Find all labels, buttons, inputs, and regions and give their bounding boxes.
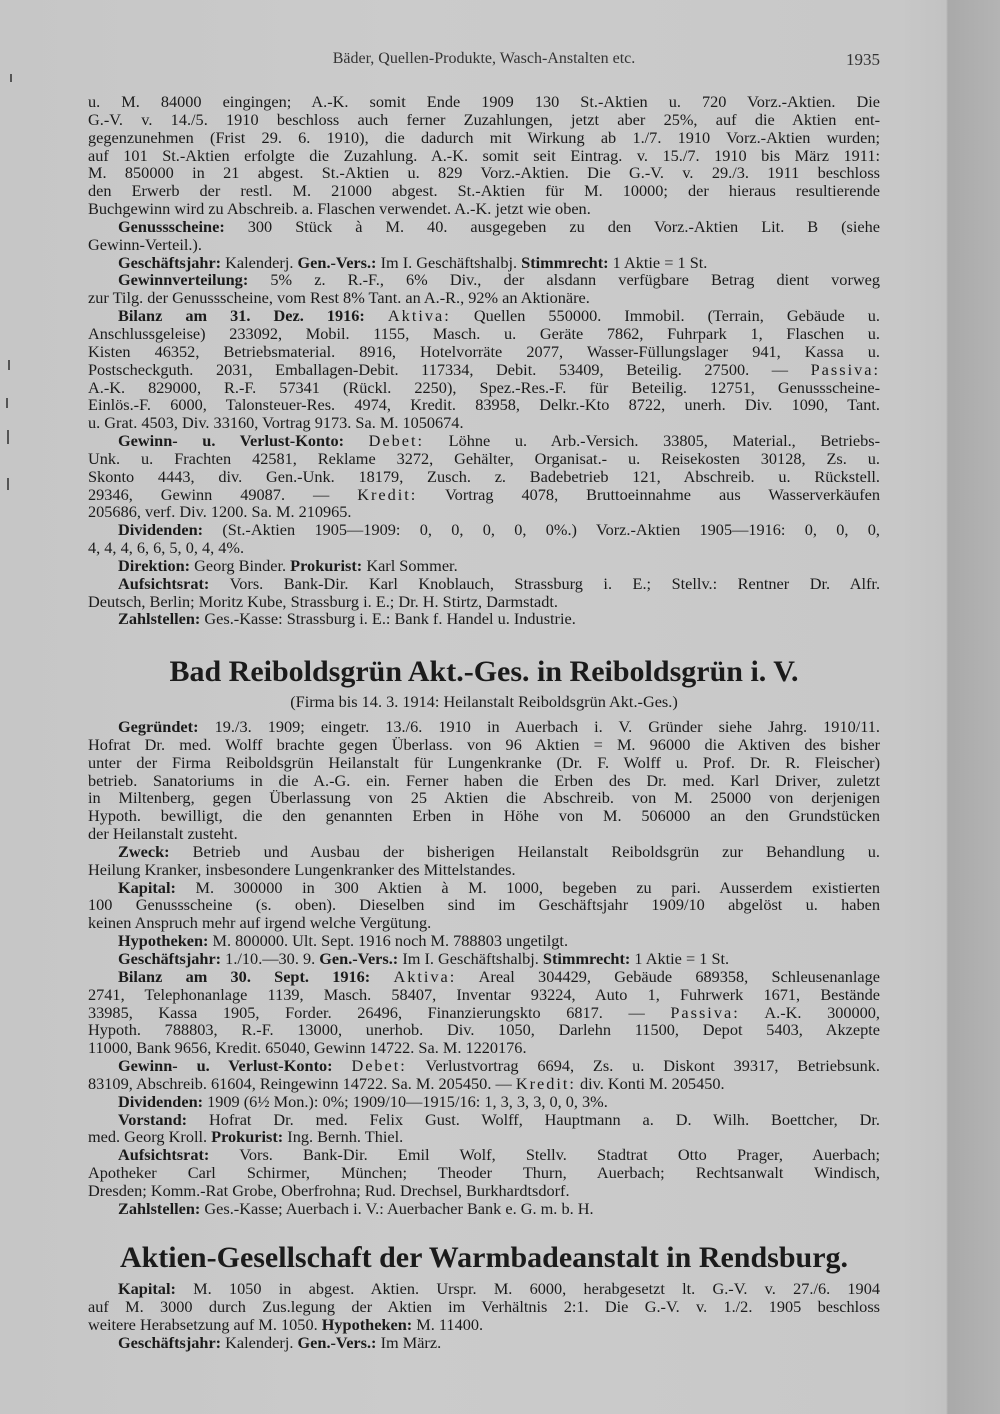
text-run: zur Tilg. der Genussscheine, vom Rest 8% Tant. an A.-R., 92% an Aktionäre.	[88, 288, 590, 308]
text-line	[88, 914, 880, 932]
text-line	[88, 736, 880, 754]
field-label: Genussscheine:	[118, 216, 225, 236]
paragraph	[88, 968, 880, 1057]
text-run: Kisten 46352, Betriebsmaterial. 8916, Hotelvorräte 2077, Wasser-Füllungslager 941, Kassa u.	[88, 341, 880, 361]
text-run: 100 Genussscheine (s. oben). Dieselben sind im Geschäftsjahr 1909/10 abgelöst u. haben	[88, 895, 880, 915]
text-line	[88, 557, 880, 575]
text-run: u. M. 84000 eingingen; A.-K. somit Ende 1909 130 St.-Aktien u. 720 Vorz.-Aktien. Die	[88, 92, 880, 111]
text-run: 1 Aktie = 1 St.	[612, 252, 708, 272]
field-label: Bilanz am 31. Dez. 1916:	[118, 306, 365, 326]
text-line	[88, 93, 880, 111]
paragraph	[88, 521, 880, 557]
paragraph	[88, 218, 880, 254]
text-line	[88, 896, 880, 914]
paragraph	[88, 1093, 880, 1111]
text-run: Vortrag 4078, Bruttoeinnahme aus Wasserverkäufen	[445, 484, 881, 504]
text-run: Deutsch, Berlin; Moritz Kube, Strassburg i. E.; Dr. H. Stirtz, Darmstadt.	[88, 591, 558, 611]
text-run: Ges.-Kasse; Auerbach i. V.: Auerbacher Bank e. G. m. b. H.	[204, 1198, 594, 1218]
text-run: Postscheckguth. 2031, Emballagen-Debit. 117334, Debit. 53409, Beteilig. 27500. —	[88, 359, 811, 379]
text-run: Georg Binder.	[194, 555, 291, 575]
text-run: med. Georg Kroll.	[88, 1127, 212, 1147]
text-run: 29346, Gewinn 49087. —	[88, 484, 358, 504]
text-line	[88, 879, 880, 897]
paragraph	[88, 1146, 880, 1200]
section-title-warmbadeanstalt-rendsburg: Aktien-Gesellschaft der Warmbadeanstalt in Rendsburg.	[119, 1241, 849, 1274]
text-run: Ing. Bernh. Thiel.	[287, 1127, 404, 1147]
text-run: Kalenderj.	[225, 1332, 298, 1352]
text-run: 11000, Bank 9656, Kredit. 65040, Gewinn 14722. Sa. M. 1220176.	[88, 1038, 527, 1058]
text-line	[88, 593, 880, 611]
text-line	[88, 361, 880, 379]
text-line	[88, 521, 880, 539]
paragraph	[88, 843, 880, 879]
text-run: M. 11400.	[416, 1314, 484, 1334]
text-run: auf 101 St.-Aktien erfolgte die Zuzahlung. A.-K. somit seit Eintrag. v. 15./7. 1910 bis März 1911:	[88, 145, 880, 165]
section-continuation	[88, 93, 880, 628]
text-line	[88, 111, 880, 129]
text-run: (St.-Aktien 1905—1909: 0, 0, 0, 0, 0%.) Vorz.-Aktien 1905—1916: 0, 0, 0,	[222, 520, 880, 540]
paragraph	[88, 718, 880, 843]
section-warmbadeanstalt-rendsburg	[88, 1280, 880, 1351]
text-line	[88, 1057, 880, 1075]
text-line	[88, 1039, 880, 1057]
field-label: Stimmrecht:	[521, 252, 609, 272]
text-line	[88, 271, 880, 289]
text-run: G.-V. v. 14./5. 1910 beschloss auch ferner Zuzahlungen, jetzt aber 25%, auf die Aktien ent-	[88, 109, 880, 129]
paragraph	[88, 557, 880, 575]
text-run: 1 Aktie = 1 St.	[634, 948, 730, 968]
text-line	[88, 789, 880, 807]
field-label: Dividenden:	[118, 520, 204, 540]
text-run: Unk. u. Frachten 42581, Reklame 3272, Gehälter, Organisat.- u. Reisekosten 30128, Zs. u.	[88, 448, 880, 468]
field-label: Prokurist:	[211, 1127, 284, 1147]
spaced-label: Passiva:	[670, 1002, 740, 1022]
text-line	[88, 950, 880, 968]
text-run: 1./10.—30. 9.	[225, 948, 320, 968]
text-run: 5% z. R.-F., 6% Div., der alsdann verfügbare Betrag dient vorweg	[270, 270, 880, 290]
text-line	[88, 450, 880, 468]
section-bad-reiboldsgruen	[88, 718, 880, 1218]
text-run: 4, 4, 4, 6, 6, 5, 0, 4, 4%.	[88, 538, 245, 558]
paragraph	[88, 93, 880, 218]
spaced-label: Passiva:	[810, 359, 880, 379]
text-run: Kalenderj.	[225, 252, 298, 272]
text-line	[88, 1075, 880, 1093]
text-run: u. Grat. 4503, Div. 33160, Vortrag 9173. Sa. M. 1050674.	[88, 413, 464, 433]
text-run: Apotheker Carl Schirmer, München; Theoder Thurn, Auerbach; Rechtsanwalt Windisch,	[88, 1163, 880, 1183]
text-line	[88, 718, 880, 736]
paragraph	[88, 610, 880, 628]
paragraph	[88, 271, 880, 307]
text-line	[88, 289, 880, 307]
text-line	[88, 843, 880, 861]
text-line	[88, 968, 880, 986]
text-run: Löhne u. Arb.-Versich. 33805, Material., Betriebs-	[448, 431, 881, 451]
text-run: Im I. Geschäftshalbj.	[402, 948, 543, 968]
margin-mark	[6, 398, 8, 408]
text-run: 33985, Kassa 1905, Forder. 26496, Finanzierungskto 6817. —	[88, 1002, 671, 1022]
text-line	[88, 236, 880, 254]
text-line	[88, 1111, 880, 1129]
text-run: Vors. Bank-Dir. Karl Knoblauch, Strassburg i. E.; Stellv.: Rentner Dr. Alfr.	[229, 573, 881, 593]
text-line	[88, 379, 880, 397]
text-run: Verlustvortrag 6694, Zs. u. Diskont 39317, Betriebsunk.	[425, 1056, 880, 1076]
spaced-label: Debet:	[351, 1056, 407, 1076]
field-label: Kapital:	[118, 877, 176, 897]
field-label: Zahlstellen:	[118, 1198, 201, 1218]
field-label: Hypotheken:	[321, 1314, 413, 1334]
text-run: A.-K. 300000,	[764, 1002, 881, 1022]
field-label: Aufsichtsrat:	[118, 1145, 210, 1165]
text-line	[88, 1093, 880, 1111]
text-run: Hypoth. 788803, R.-F. 13000, unerhob. Div. 1050, Darlehn 11500, Depot 5403, Akzepte	[88, 1020, 880, 1040]
paragraph	[88, 1111, 880, 1147]
text-line	[88, 254, 880, 272]
spaced-label: Aktiva:	[387, 306, 451, 326]
field-label: Direktion:	[118, 555, 191, 575]
paragraph	[88, 575, 880, 611]
text-line	[88, 986, 880, 1004]
text-run: Hofrat Dr. med. Wolff brachte gegen Überlass. von 96 Aktien = M. 96000 die Aktiven des bisher	[88, 734, 880, 754]
text-run: Quellen 550000. Immobil. (Terrain, Gebäude u.	[473, 306, 881, 326]
field-label: Gen.-Vers.:	[297, 1332, 377, 1352]
text-run: 19./3. 1909; eingetr. 13./6. 1910 in Auerbach i. V. Gründer siehe Jahrg. 1910/11.	[214, 717, 880, 736]
text-run: betrieb. Sanatoriums in die A.-G. ein. Ferner haben die Erben des Dr. med. Karl Driver, zuletzt	[88, 770, 880, 790]
field-label: Gen.-Vers.:	[319, 948, 399, 968]
paragraph	[88, 1334, 880, 1352]
paragraph	[88, 432, 880, 521]
running-header-title: Bäder, Quellen-Produkte, Wasch-Anstalten etc.	[332, 50, 636, 67]
paragraph	[88, 1057, 880, 1093]
text-run: Hypoth. bewilligt, die den genannten Erben in Höhe von M. 506000 an den Grundstücken	[88, 806, 880, 826]
paragraph	[88, 307, 880, 432]
text-run: div. Konti M. 205450.	[580, 1073, 725, 1093]
text-line	[88, 825, 880, 843]
text-run: Dresden; Komm.-Rat Grobe, Oberfrohna; Rud. Drechsel, Burkhardtsdorf.	[88, 1180, 570, 1200]
text-run: unter der Firma Reiboldsgrün Heilanstalt für Lungenkranke (Dr. F. Wolff u. Prof. Dr. R. Fleischer)	[88, 752, 880, 772]
paragraph	[88, 950, 880, 968]
field-label: Dividenden:	[118, 1091, 204, 1111]
margin-mark	[7, 430, 9, 444]
field-label: Gegründet:	[118, 717, 199, 736]
spaced-label: Kredit:	[515, 1073, 576, 1093]
text-run: Anschlussgeleise) 233092, Mobil. 1155, Masch. u. Geräte 7862, Fuhrpark 1, Flaschen u.	[88, 323, 880, 343]
text-line	[88, 129, 880, 147]
text-run: Vors. Bank-Dir. Emil Wolf, Stellv. Stadtrat Otto Prager, Auerbach;	[239, 1145, 880, 1165]
text-line	[88, 343, 880, 361]
text-line	[88, 1146, 880, 1164]
paragraph	[88, 932, 880, 950]
text-run: M. 850000 in 21 abgest. St.-Aktien u. 829 Vorz.-Aktien. Die G.-V. v. 29./3. 1911 beschloss	[88, 163, 880, 183]
field-label: Gewinn- u. Verlust-Konto:	[118, 431, 345, 451]
text-line	[88, 503, 880, 521]
text-run: keinen Anspruch mehr auf irgend welche Vergütung.	[88, 913, 432, 933]
text-line	[88, 539, 880, 557]
text-run: Karl Sommer.	[366, 555, 458, 575]
text-run: gegenzunehmen (Frist 29. 6. 1910), die dadurch mit Wirkung ab 1./7. 1910 Vorz.-Aktien wurden;	[88, 127, 880, 147]
text-run: Skonto 4443, div. Gen.-Unk. 18179, Zusch. z. Badebetrieb 121, Abschreib. u. Rückstell.	[88, 466, 880, 486]
text-run: A.-K. 829000, R.-F. 57341 (Rückl. 2250), Spez.-Res.-F. für Beteilig. 12751, Genussscheine-	[88, 377, 880, 397]
text-line	[88, 1280, 880, 1298]
field-label: Gewinn- u. Verlust-Konto:	[118, 1056, 333, 1076]
field-label: Geschäftsjahr:	[118, 1332, 222, 1352]
field-label: Zweck:	[118, 841, 170, 861]
text-run: 300 Stück à M. 40. ausgegeben zu den Vorz.-Aktien Lit. B (siehe	[247, 216, 880, 236]
field-label: Gen.-Vers.:	[297, 252, 377, 272]
text-line	[88, 325, 880, 343]
text-line	[88, 1200, 880, 1218]
text-run: 1909 (6½ Mon.): 0%; 1909/10—1915/16: 1, 3, 3, 3, 0, 0, 3%.	[207, 1091, 608, 1111]
text-run: 83109, Abschreib. 61604, Reingewinn 14722. Sa. M. 205450. —	[88, 1073, 516, 1093]
text-run: Hofrat Dr. med. Felix Gust. Wolff, Hauptmann a. D. Wilh. Boettcher, Dr.	[208, 1109, 880, 1129]
text-line	[88, 932, 880, 950]
field-label: Gewinnverteilung:	[118, 270, 249, 290]
section-title-bad-reiboldsgruen: Bad Reiboldsgrün Akt.-Ges. in Reiboldsgrün i. V.	[169, 655, 799, 688]
section-subtitle: (Firma bis 14. 3. 1914: Heilanstalt Reiboldsgrün Akt.-Ges.)	[290, 692, 678, 711]
text-line	[88, 754, 880, 772]
text-run: Im März.	[380, 1332, 442, 1352]
text-run: M. 800000. Ult. Sept. 1916 noch M. 788803 ungetilgt.	[212, 931, 569, 951]
text-line	[88, 772, 880, 790]
text-line	[88, 218, 880, 236]
spaced-label: Kredit:	[357, 484, 418, 504]
text-line	[88, 200, 880, 218]
text-line	[88, 807, 880, 825]
text-line	[88, 1021, 880, 1039]
text-line	[88, 147, 880, 165]
text-run: auf M. 3000 durch Zus.legung der Aktien im Verhältnis 2:1. Die G.-V. v. 1./2. 1905 beschloss	[88, 1296, 880, 1316]
spaced-label: Aktiva:	[393, 966, 457, 986]
text-line	[88, 1004, 880, 1022]
text-run: 205686, verf. Div. 1200. Sa. M. 210965.	[88, 502, 352, 522]
field-label: Prokurist:	[290, 555, 363, 575]
paragraph	[88, 879, 880, 933]
field-label: Zahlstellen:	[118, 609, 201, 629]
field-label: Aufsichtsrat:	[118, 573, 210, 593]
text-run: der Heilanstalt zusteht.	[88, 824, 238, 844]
text-line	[88, 1182, 880, 1200]
text-run: weitere Herabsetzung auf M. 1050.	[88, 1314, 322, 1334]
text-run: Areal 304429, Gebäude 689358, Schleusenanlage	[478, 966, 880, 986]
margin-mark	[10, 74, 12, 82]
text-line	[88, 396, 880, 414]
text-line	[88, 182, 880, 200]
text-line	[88, 1128, 880, 1146]
text-line	[88, 164, 880, 182]
margin-mark	[8, 360, 10, 370]
field-label: Hypotheken:	[118, 931, 209, 951]
text-run: den Erwerb der restl. M. 21000 abgest. St.-Aktien für M. 10000; der hieraus resultierende	[88, 181, 880, 201]
text-run: M. 1050 in abgest. Aktien. Urspr. M. 6000, herabgesetzt lt. G.-V. v. 27./6. 1904	[193, 1279, 880, 1298]
text-run: Betrieb und Ausbau der bisherigen Heilanstalt Reiboldsgrün zur Behandlung u.	[192, 841, 880, 861]
text-line	[88, 1298, 880, 1316]
running-header	[88, 50, 880, 70]
page-number: 1935	[846, 50, 880, 69]
field-label: Geschäftsjahr:	[118, 252, 222, 272]
field-label: Vorstand:	[118, 1109, 188, 1129]
text-run: Im I. Geschäftshalbj.	[380, 252, 522, 272]
text-run: Gewinn-Verteil.).	[88, 234, 202, 254]
text-run: Buchgewinn wird zu Abschreib. a. Flaschen verwendet. A.-K. jetzt wie oben.	[88, 199, 591, 219]
paragraph	[88, 1200, 880, 1218]
text-line	[88, 1334, 880, 1352]
text-run: in Miltenberg, gegen Überlassung von 25 Aktien die Abschreib. von M. 25000 von derjenigen	[88, 788, 880, 808]
text-line	[88, 610, 880, 628]
text-line	[88, 432, 880, 450]
spaced-label: Debet:	[368, 431, 425, 451]
margin-mark	[7, 478, 9, 490]
text-line	[88, 486, 880, 504]
text-run: 2741, Telephonanlage 1139, Masch. 58407, Inventar 93224, Auto 1, Fuhrwerk 1671, Bestände	[88, 984, 880, 1004]
field-label: Bilanz am 30. Sept. 1916:	[118, 966, 371, 986]
text-line	[88, 575, 880, 593]
field-label: Kapital:	[118, 1279, 176, 1298]
text-run: Heilung Kranker, insbesondere Lungenkranker des Mittelstandes.	[88, 859, 516, 879]
text-run: M. 300000 in 300 Aktien à M. 1000, begeben zu pari. Ausserdem existierten	[195, 877, 880, 897]
text-run: Ges.-Kasse: Strassburg i. E.: Bank f. Handel u. Industrie.	[204, 609, 576, 629]
paragraph	[88, 254, 880, 272]
text-line	[88, 307, 880, 325]
text-line	[88, 414, 880, 432]
text-run: Einlös.-F. 6000, Talonsteuer-Res. 4974, Kredit. 83958, Delkr.-Kto 8722, unerh. Div. 1090, Tant.	[88, 395, 880, 415]
paragraph	[88, 1280, 880, 1334]
text-line	[88, 1164, 880, 1182]
field-label: Geschäftsjahr:	[118, 948, 222, 968]
field-label: Stimmrecht:	[542, 948, 631, 968]
text-line	[88, 468, 880, 486]
text-line	[88, 1316, 880, 1334]
text-line	[88, 861, 880, 879]
